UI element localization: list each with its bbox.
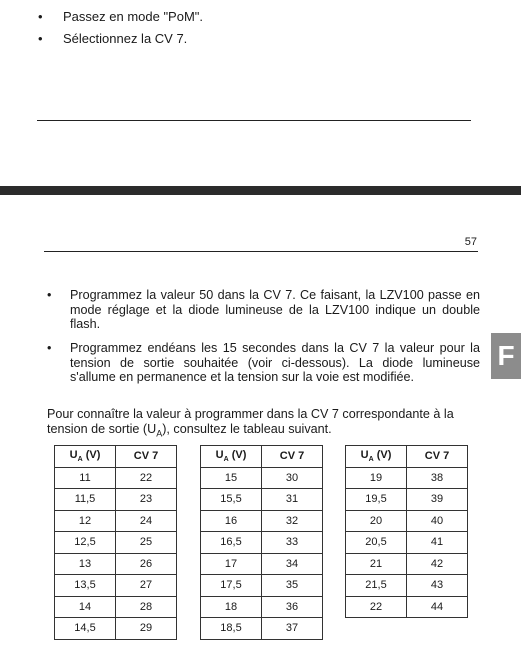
ua-column-header bbox=[346, 446, 407, 468]
cv-value-cell: 33 bbox=[262, 532, 323, 554]
voltage-cell: 15,5 bbox=[201, 489, 262, 511]
voltage-cell: 17 bbox=[201, 553, 262, 575]
cv-value-cell: 30 bbox=[262, 467, 323, 489]
ua-symbol: U bbox=[69, 449, 78, 462]
cv-value-cell: 31 bbox=[262, 489, 323, 511]
voltage-cell: 12 bbox=[55, 510, 116, 532]
bullet-icon: • bbox=[47, 288, 52, 302]
cv-value-cell: 38 bbox=[407, 467, 468, 489]
table-header-row bbox=[201, 446, 323, 468]
cv-value-cell: 25 bbox=[116, 532, 177, 554]
voltage-cell: 21 bbox=[346, 553, 407, 575]
page-break-bar bbox=[0, 186, 521, 195]
table-row bbox=[201, 575, 323, 597]
table-row bbox=[55, 532, 177, 554]
cv7-column-header: CV 7 bbox=[116, 446, 177, 468]
ua-subscript: A bbox=[77, 456, 83, 464]
voltage-cell: 15 bbox=[201, 467, 262, 489]
section-divider bbox=[37, 120, 471, 121]
cv-value-cell: 44 bbox=[407, 596, 468, 618]
voltage-table bbox=[200, 445, 323, 640]
cv-value-cell: 29 bbox=[116, 618, 177, 640]
cv-value-cell: 32 bbox=[262, 510, 323, 532]
table-row bbox=[201, 489, 323, 511]
cv-value-cell: 39 bbox=[407, 489, 468, 511]
table-row bbox=[201, 618, 323, 640]
voltage-cell: 11 bbox=[55, 467, 116, 489]
voltage-table bbox=[54, 445, 177, 640]
voltage-cell: 12,5 bbox=[55, 532, 116, 554]
voltage-cell: 20,5 bbox=[346, 532, 407, 554]
voltage-cell: 19 bbox=[346, 467, 407, 489]
list-item-text: Programmez la valeur 50 dans la CV 7. Ce faisant, la LZV100 passe en mode réglage et la diode lumineuse de la LZV100 indique un double flash. bbox=[70, 288, 480, 331]
table-row bbox=[55, 489, 177, 511]
table-row bbox=[55, 596, 177, 618]
voltage-cell: 13 bbox=[55, 553, 116, 575]
voltage-cell: 11,5 bbox=[55, 489, 116, 511]
ua-column-header bbox=[201, 446, 262, 468]
cv-value-cell: 37 bbox=[262, 618, 323, 640]
cv7-column-header: CV 7 bbox=[407, 446, 468, 468]
table-row bbox=[346, 489, 468, 511]
table-header-row bbox=[55, 446, 177, 468]
cv-value-cell: 34 bbox=[262, 553, 323, 575]
voltage-cell: 22 bbox=[346, 596, 407, 618]
ua-unit: (V) bbox=[228, 449, 247, 462]
cv-value-cell: 27 bbox=[116, 575, 177, 597]
cv-value-cell: 42 bbox=[407, 553, 468, 575]
table-row bbox=[346, 596, 468, 618]
cv-value-cell: 36 bbox=[262, 596, 323, 618]
ua-symbol: U bbox=[360, 449, 369, 462]
table-row bbox=[346, 467, 468, 489]
voltage-cell: 13,5 bbox=[55, 575, 116, 597]
header-divider bbox=[44, 251, 478, 252]
ua-unit: (V) bbox=[82, 449, 101, 462]
table-row bbox=[201, 532, 323, 554]
voltage-cell: 14,5 bbox=[55, 618, 116, 640]
table-row bbox=[201, 510, 323, 532]
table-row bbox=[201, 467, 323, 489]
voltage-cell: 18,5 bbox=[201, 618, 262, 640]
voltage-cell: 21,5 bbox=[346, 575, 407, 597]
table-row bbox=[55, 467, 177, 489]
intro-subscript: A bbox=[156, 428, 163, 439]
cv-value-cell: 28 bbox=[116, 596, 177, 618]
cv7-column-header: CV 7 bbox=[262, 446, 323, 468]
voltage-cell: 20 bbox=[346, 510, 407, 532]
list-item-text: Programmez endéans les 15 secondes dans la CV 7 la valeur pour la tension de sortie souhaitée (voir ci-dessous). La diode lumineuse s'allume en permanence et la tension sur la voie est modifiée. bbox=[70, 341, 480, 384]
table-row bbox=[201, 596, 323, 618]
voltage-cell: 14 bbox=[55, 596, 116, 618]
cv-value-cell: 41 bbox=[407, 532, 468, 554]
list-item-text: Passez en mode "PoM". bbox=[63, 9, 204, 24]
cv-value-cell: 22 bbox=[116, 467, 177, 489]
bullet-icon: • bbox=[47, 341, 52, 355]
voltage-cell: 18 bbox=[201, 596, 262, 618]
voltage-cell: 19,5 bbox=[346, 489, 407, 511]
ua-symbol: U bbox=[215, 449, 224, 462]
table-row bbox=[55, 575, 177, 597]
voltage-cell: 16 bbox=[201, 510, 262, 532]
ua-subscript: A bbox=[223, 456, 229, 464]
cv-value-cell: 43 bbox=[407, 575, 468, 597]
language-tab: F bbox=[491, 333, 521, 379]
table-row bbox=[55, 618, 177, 640]
bullet-icon: • bbox=[38, 9, 43, 24]
voltage-cell: 17,5 bbox=[201, 575, 262, 597]
ua-subscript: A bbox=[368, 456, 374, 464]
cv-value-cell: 26 bbox=[116, 553, 177, 575]
cv-value-cell: 23 bbox=[116, 489, 177, 511]
table-row bbox=[346, 510, 468, 532]
page-number: 57 bbox=[464, 236, 477, 248]
table-row bbox=[201, 553, 323, 575]
table-row bbox=[346, 553, 468, 575]
cv-value-cell: 40 bbox=[407, 510, 468, 532]
list-item-text: Sélectionnez la CV 7. bbox=[63, 31, 188, 46]
bullet-icon: • bbox=[38, 31, 43, 46]
table-row bbox=[346, 575, 468, 597]
cv-value-cell: 35 bbox=[262, 575, 323, 597]
intro-tail: ), consultez le tableau suivant. bbox=[162, 421, 332, 436]
voltage-table bbox=[345, 445, 468, 618]
table-row bbox=[55, 553, 177, 575]
table-row bbox=[55, 510, 177, 532]
voltage-cell: 16,5 bbox=[201, 532, 262, 554]
ua-unit: (V) bbox=[373, 449, 392, 462]
cv-value-cell: 24 bbox=[116, 510, 177, 532]
table-header-row bbox=[346, 446, 468, 468]
ua-column-header bbox=[55, 446, 116, 468]
intro-paragraph bbox=[47, 407, 480, 441]
intro-text: Pour connaître la valeur à programmer dans la CV 7 correspondante à la tension de sortie (U bbox=[47, 407, 454, 436]
table-row bbox=[346, 532, 468, 554]
